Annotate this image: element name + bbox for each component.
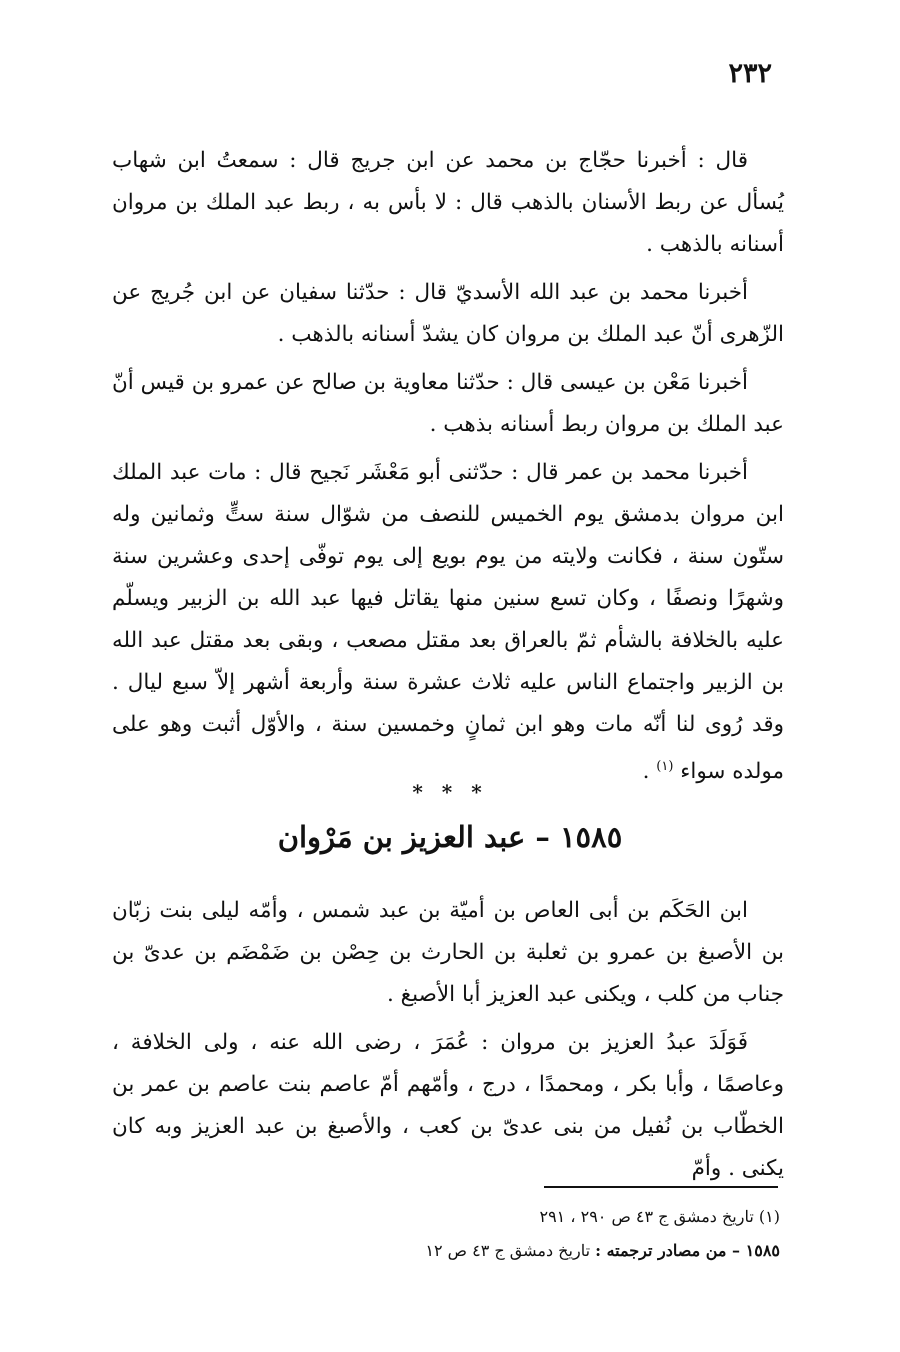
footnote-text: تاريخ دمشق ج ٤٣ ص ٢٩٠ ، ٢٩١	[539, 1207, 759, 1226]
entry-text	[112, 890, 784, 1196]
footnotes	[220, 1200, 780, 1268]
paragraph: قال : أخبرنا حجّاج بن محمد عن ابن جريج قال : سمعتُ ابن شهاب يُسأل عن ربط الأسنان بالذهب قال : لا بأس به ، ربط عبد الملك بن مروان أسنانه بالذهب .	[112, 148, 784, 257]
footnote-divider	[544, 1186, 778, 1188]
footnote-label: ١٥٨٥ – من مصادر ترجمته :	[595, 1241, 780, 1260]
paragraph: ابن الحَكَم بن أبى العاص بن أميّة بن عبد شمس ، وأمّه ليلى بنت زبّان بن الأصبغ بن عمرو بن ثعلبة بن الحارث بن حِصْن بن ضَمْضَم بن عدىّ بن جناب من كلب ، ويكنى عبد العزيز أبا الأصبغ .	[112, 898, 784, 1007]
footnote	[220, 1200, 780, 1234]
section-ornament: * * *	[412, 780, 488, 804]
footnote-label: (١)	[758, 1207, 780, 1226]
footnote	[220, 1234, 780, 1268]
page-number: ٢٣٢	[728, 58, 772, 89]
footnote-marker: (١)	[656, 759, 674, 774]
main-text	[112, 140, 784, 799]
paragraph-with-footnote	[112, 452, 784, 793]
footnote-text: تاريخ دمشق ج ٤٣ ص ١٢	[425, 1241, 596, 1260]
entry-heading: ١٥٨٥ – عبد العزيز بن مَرْوان	[277, 820, 623, 854]
paragraph-text: أخبرنا محمد بن عمر قال : حدّثنى أبو مَعْشَر نَجيح قال : مات عبد الملك ابن مروان بدمشق يوم الخميس للنصف من شوّال سنة ستٍّ وثمانين وله ستّون سنة ، فكانت ولايته من يوم بويع إلى يوم توفّى إحدى وعشرين سنة وشهرًا ونصفًا ، وكان تسع سنين منها يقاتل فيها عبد الله بن الزبير ويسلّم عليه بالخلافة بالشأم ثمّ بالعراق بعد مقتل مصعب ، وبقى بعد مقتل عبد الله بن الزبير واجتماع الناس عليه ثلاث عشرة سنة وأربعة أشهر إلاّ سبع ليال . وقد رُوى لنا أنّه مات وهو ابن ثمانٍ وخمسين سنة ، والأوّل أثبت وهو على مولده سواء	[112, 460, 784, 785]
paragraph: فَوَلَدَ عبدُ العزيز بن مروان : عُمَرَ ، رضى الله عنه ، ولى الخلافة ، وعاصمًا ، وأبا بكر ، ومحمدًا ، درج ، وأمّهم أمّ عاصم بنت عاصم بن عمر بن الخطّاب بن نُفيل من بنى عدىّ بن كعب ، والأصبغ بن عبد العزيز وبه كان يكنى . وأمّ	[112, 1030, 784, 1181]
paragraph: أخبرنا محمد بن عبد الله الأسديّ قال : حدّثنا سفيان عن ابن جُريج عن الزّهرى أنّ عبد الملك بن مروان كان يشدّ أسنانه بالذهب .	[112, 280, 784, 347]
paragraph-end: .	[642, 759, 657, 785]
paragraph: أخبرنا مَعْن بن عيسى قال : حدّثنا معاوية بن صالح عن عمرو بن قيس أنّ عبد الملك بن مروان ربط أسنانه بذهب .	[112, 370, 784, 437]
